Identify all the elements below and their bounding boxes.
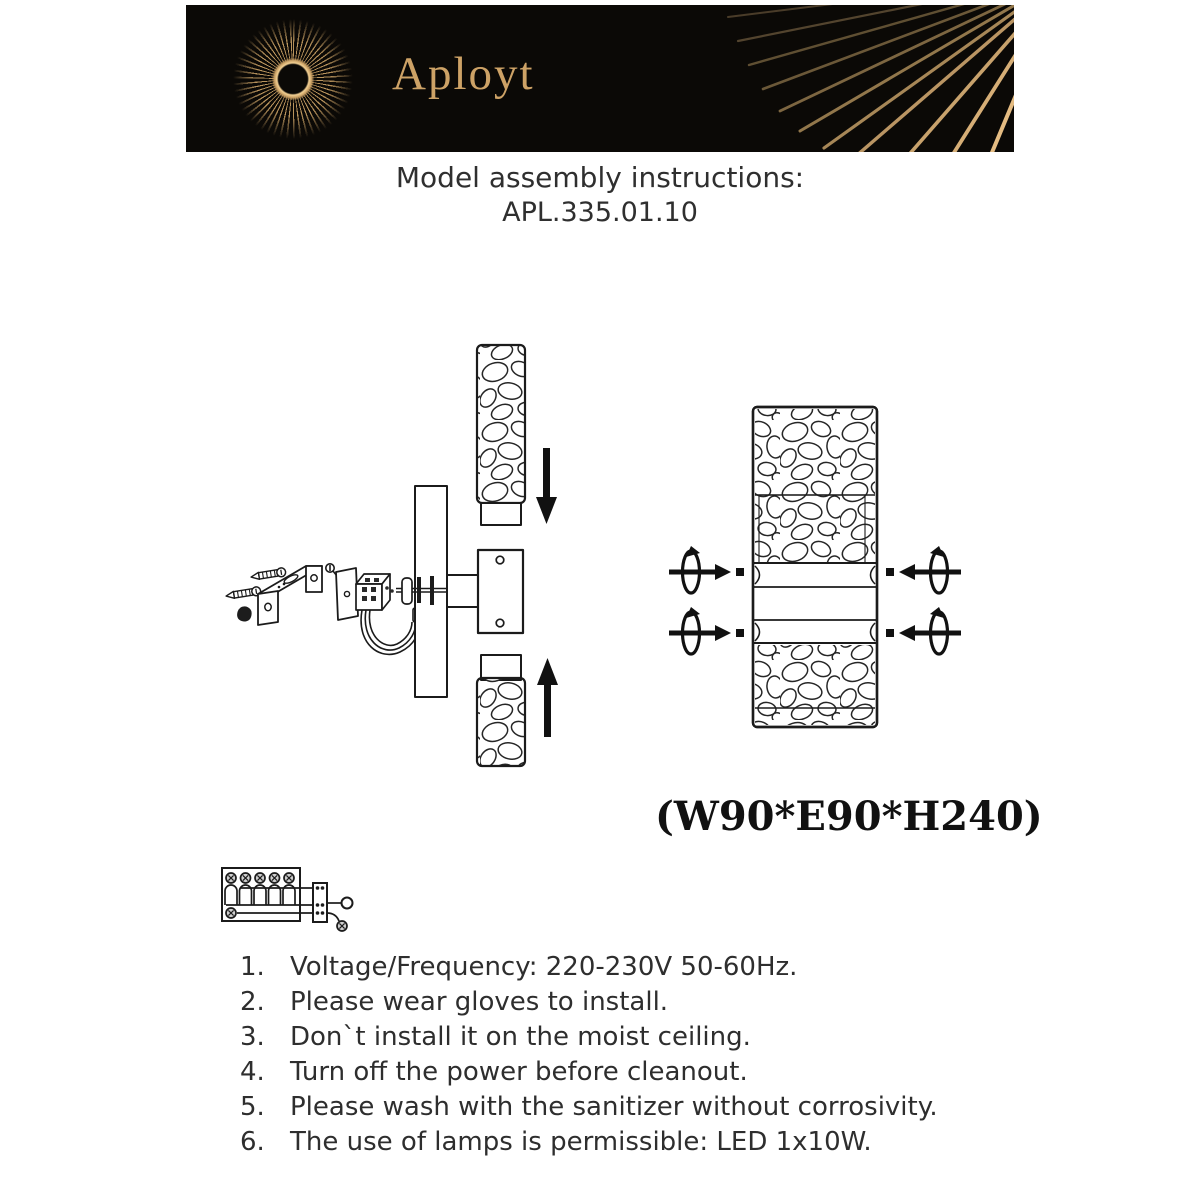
instruction-number: 5. <box>240 1092 265 1122</box>
instruction-item <box>240 985 1060 1020</box>
instruction-text: Voltage/Frequency: 220-230V 50-60Hz. <box>290 952 798 982</box>
instruction-number: 6. <box>240 1127 265 1157</box>
instruction-item <box>240 1125 1060 1160</box>
assembled-lamp-diagram <box>669 407 961 727</box>
brand-banner <box>186 5 1014 152</box>
wiring-diagram <box>222 868 353 931</box>
dimensions-label: (W90*E90*H240) <box>655 793 1043 840</box>
instruction-item <box>240 1090 1060 1125</box>
instruction-number: 2. <box>240 987 265 1017</box>
model-number: APL.335.01.10 <box>502 197 698 228</box>
instruction-number: 3. <box>240 1022 265 1052</box>
instruction-text: The use of lamps is permissible: LED 1x10W. <box>290 1127 872 1157</box>
sunburst-logo-icon <box>230 16 356 142</box>
instructions-list <box>240 950 1060 1160</box>
instruction-item <box>240 950 1060 985</box>
instruction-item <box>240 1055 1060 1090</box>
page-title: Model assembly instructions: <box>395 161 805 194</box>
brand-wordmark: Aployt <box>392 48 535 100</box>
heading <box>0 160 1200 229</box>
instruction-number: 1. <box>240 952 265 982</box>
instruction-text: Please wash with the sanitizer without corrosivity. <box>290 1092 938 1122</box>
exploded-assembly-diagram <box>225 345 558 766</box>
instruction-text: Please wear gloves to install. <box>290 987 669 1017</box>
instruction-item <box>240 1020 1060 1055</box>
instruction-text: Turn off the power before cleanout. <box>290 1057 748 1087</box>
instruction-text: Don`t install it on the moist ceiling. <box>290 1022 751 1052</box>
instruction-number: 4. <box>240 1057 265 1087</box>
assembly-diagrams <box>185 335 1043 935</box>
